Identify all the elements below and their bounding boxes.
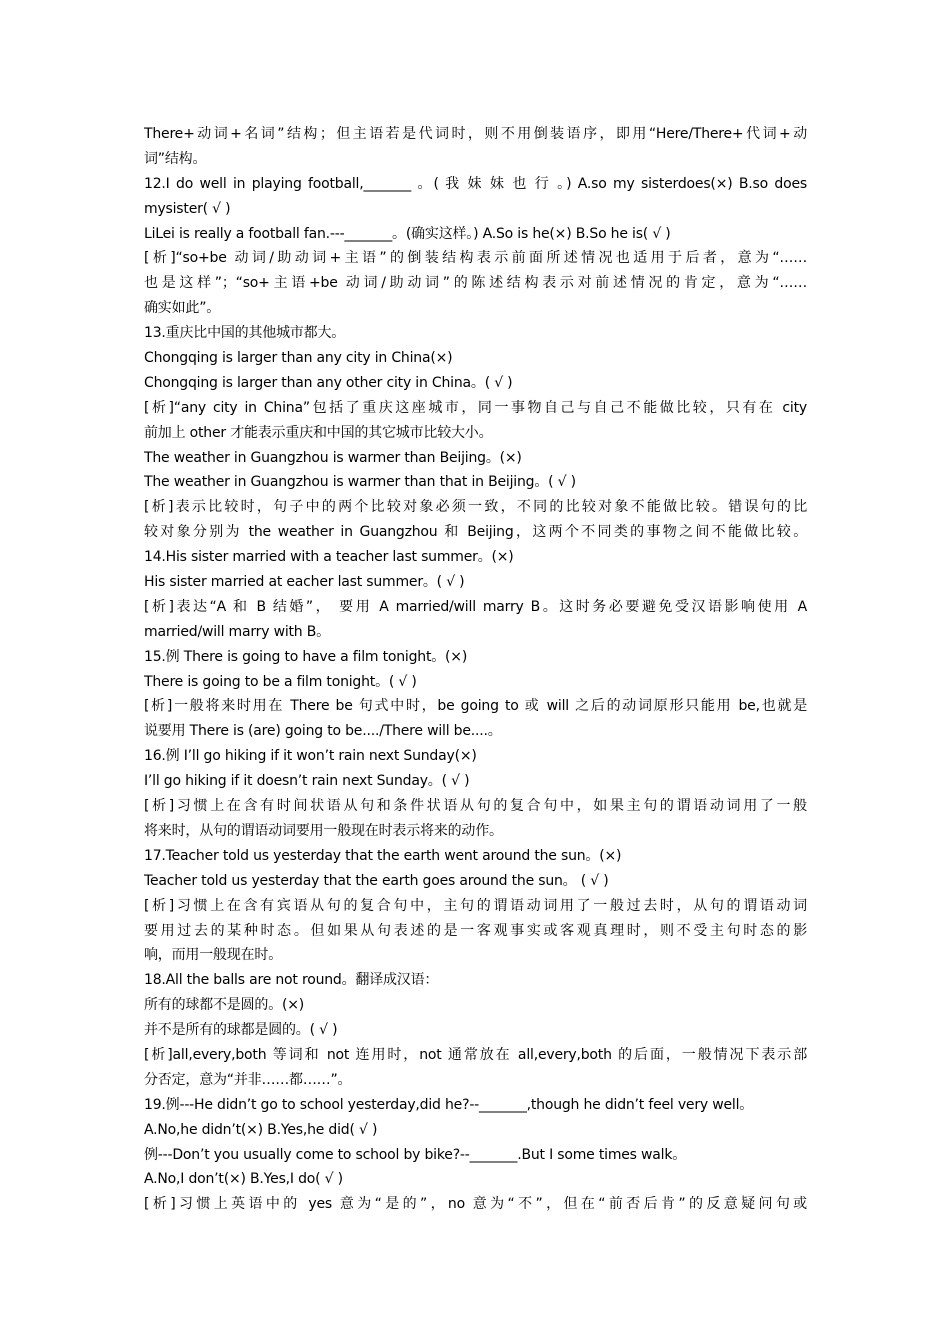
text-line: Teacher told us yesterday that the earth goes around the sun。 ( √ ): [144, 872, 609, 889]
document-body: [144, 122, 807, 1217]
question-16: 16.例 I’ll go hiking if it won’t rain next Sunday(×): [144, 748, 477, 765]
text-line: mysister( √ ): [144, 200, 231, 217]
question-15: 15.例 There is going to have a film tonight。(×): [144, 648, 468, 665]
text-line: 并不是所有的球都是圆的。( √ ): [144, 1022, 338, 1039]
text-line: Chongqing is larger than any other city in China。( √ ): [144, 374, 513, 391]
analysis-line: [析]习惯上英语中的 yes 意为“是的”，no 意为“不”，但在“前否后肯”的反意疑问句或: [144, 1196, 807, 1213]
analysis-line: [析]“any city in China”包括了重庆这座城市，同一事物自己与自己不能做比较，只有在 city: [144, 399, 807, 416]
text-line: There+动词+名词”结构；但主语若是代词时，则不用倒装语序，即用“Here/There+代词+动: [144, 126, 807, 142]
analysis-line: 要用过去的某种时态。但如果从句表述的是一客观事实或客观真理时，则不受主句时态的影: [144, 922, 807, 939]
analysis-line: [析]习惯上在含有时间状语从句和条件状语从句的复合句中，如果主句的谓语动词用了一般: [144, 798, 807, 815]
analysis-line: 将来时，从句的谓语动词要用一般现在时表示将来的动作。: [144, 822, 503, 839]
question-19: 19.例---He didn’t go to school yesterday,did he?--_______,though he didn’t feel very well。: [144, 1096, 754, 1113]
question-13: 13.重庆比中国的其他城市都大。: [144, 325, 346, 342]
text-line: The weather in Guangzhou is warmer than Beijing。(×): [144, 449, 522, 466]
question-12: 12.I do well in playing football,_______ 。( 我 妹 妹 也 行 。) A.so my sisterdoes(×) B.so does: [144, 175, 807, 192]
analysis-line: 说要用 There is (are) going to be..../There will be....。: [144, 723, 502, 740]
analysis-line: [析]表达“A 和 B 结婚”， 要用 A married/will marry B。这时务必要避免受汉语影响使用 A: [144, 598, 807, 615]
text-line: There is going to be a film tonight。( √ ): [144, 673, 417, 690]
question-17: 17.Teacher told us yesterday that the earth went around the sun。(×): [144, 847, 622, 864]
analysis-line: 响，而用一般现在时。: [144, 947, 282, 964]
text-line: A.No,I don’t(×) B.Yes,I do( √ ): [144, 1171, 343, 1188]
text-line: His sister married at eacher last summer。( √ ): [144, 574, 465, 591]
text-line: A.No,he didn’t(×) B.Yes,he did( √ ): [144, 1121, 378, 1138]
question-14: 14.His sister married with a teacher last summer。(×): [144, 549, 514, 566]
text-line: The weather in Guangzhou is warmer than that in Beijing。( √ ): [144, 474, 576, 491]
text-line: 所有的球都不是圆的。(×): [144, 997, 305, 1014]
analysis-line: 确实如此”。: [144, 300, 221, 317]
analysis-line: [析]“so+be 动词/助动词+主语”的倒装结构表示前面所述情况也适用于后者，意为“……: [144, 250, 807, 267]
analysis-line: 前加上 other 才能表示重庆和中国的其它城市比较大小。: [144, 424, 493, 441]
analysis-line: [析]表示比较时，句子中的两个比较对象必须一致，不同的比较对象不能做比较。错误句的比: [144, 499, 807, 516]
text-line: LiLei is really a football fan.---_______。(确实这样。) A.So is he(×) B.So he is( √ ): [144, 225, 671, 242]
analysis-line: [析]all,every,both 等词和 not 连用时，not 通常放在 all,every,both 的后面，一般情况下表示部: [144, 1046, 807, 1063]
analysis-line: 分否定，意为“并非……都……”。: [144, 1071, 352, 1088]
text-line: 词”结构。: [144, 150, 207, 167]
question-18: 18.All the balls are not round。翻译成汉语：: [144, 972, 439, 989]
analysis-line: [析]一般将来时用在 There be 句式中时，be going to 或 will 之后的动词原形只能用 be,也就是: [144, 698, 807, 715]
text-line: Chongqing is larger than any city in China(×): [144, 350, 453, 367]
analysis-line: 也是这样”；“so+主语+be 动词/助动词”的陈述结构表示对前述情况的肯定，意为“……: [144, 275, 807, 292]
analysis-line: married/will marry with B。: [144, 623, 330, 640]
text-line: I’ll go hiking if it doesn’t rain next Sunday。( √ ): [144, 773, 470, 790]
analysis-line: 较对象分别为 the weather in Guangzhou 和 Beijing，这两个不同类的事物之间不能做比较。: [144, 524, 807, 541]
analysis-line: [析]习惯上在含有宾语从句的复合句中，主句的谓语动词用了一般过去时，从句的谓语动词: [144, 897, 807, 914]
text-line: 例---Don’t you usually come to school by bike?--_______.But I some times walk。: [144, 1146, 687, 1163]
